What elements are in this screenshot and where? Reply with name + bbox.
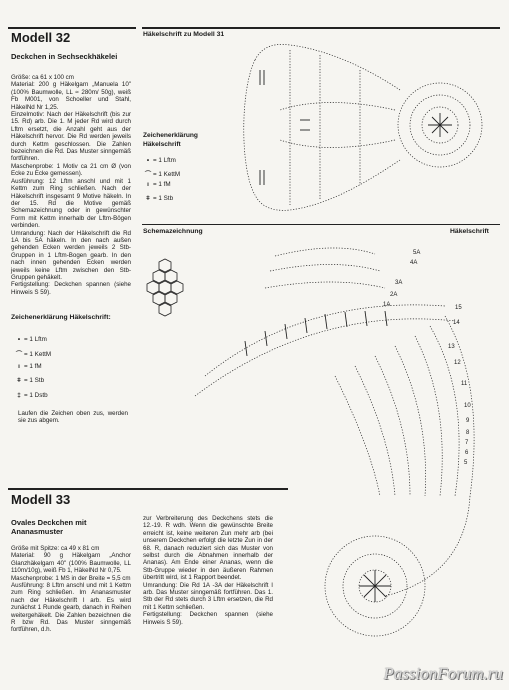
model-33-gauge: Maschenprobe: 1 MS in der Breite = 5,5 cm (11, 574, 131, 582)
row-label: 14 (453, 320, 460, 326)
row-label: 7 (465, 440, 469, 446)
model-33-execution: Ausführung: 8 Lftm anschl und mit 1 Kettm zum Ring schließen. Im Ananasmuster nach der Häkelschrift I arb. Es wird zunächst 1 Runde gearb, danach in Reihen weitergehäkelt. Die Zahlen bezeichnen die R bzw Rd. Das Muster sinngemäß fortführen, d.h. (11, 582, 131, 634)
row-label: 2A (390, 292, 398, 298)
row-label: 3A (395, 280, 403, 286)
row-label: 6 (465, 450, 469, 456)
model-33-border: Umrandung: Die Rd 1A -3A der Häkelschrift I arb. Das Muster sinngemäß fortführen. Das 1. Stb der Rd stets durch 3 Lftm ersetzen, die Rd mit 1 Kettm schließen. (143, 581, 273, 611)
model-32-note: Laufen die Zeichen oben zus, werden sie zus abgem. (18, 410, 128, 425)
row-label: 8 (466, 430, 470, 436)
model-32-execution: Ausführung: 12 Lftm anschl und mit 1 Kettm zum Ring schließen. Nach der Häkelschrift insgesamt 9 Motive häkeln. In der 15. Rd die Motive gemäß Schemazeichnung oder in gewünschter Form mit Kettm innerhalb der Lftm-Bögen verbinden. (11, 177, 131, 230)
divider-middle-right (142, 224, 500, 225)
row-label: 12 (454, 360, 461, 366)
chart-31-legend: • = 1 Lftm ⌒ = 1 KettM ı = 1 fM ǂ = 1 Stb (144, 157, 181, 202)
chart-31-legend-title: Zeichenerklärung Häkelschrift (143, 132, 198, 148)
model-32-subtitle: Deckchen in Sechseckhäkelei (11, 52, 118, 61)
slip-stitch-icon: ⌒ (144, 171, 152, 178)
divider-model-33 (8, 488, 288, 490)
model-33-finishing: Fertigstellung: Deckchen spannen (siehe Hinweis S 59). (143, 611, 273, 626)
model-32-title: Modell 32 (11, 30, 71, 45)
model-32-motif: Einzelmotiv: Nach der Häkelschrift (bis zur 15. Rd) arb. Die 1. M jeder Rd wird durch Lftm ersetzt, die Anzahl geht aus der Häkelschrift hervor. Die Rd werden jeweils durch Kettm geschlossen. Die Zahlen bezeichnen die Rd. Das Muster sinngemäß fortführen. (11, 111, 131, 163)
chain-icon: • (146, 157, 150, 164)
model-33-widening: zur Verbreiterung des Deckchens stets die 12.-19. R wdh. Wenn die gewünschte Breite erreicht ist, keine weiteren Zun mehr arb (bei unserem Deckchen erfolgt die letzte Zun in der 68. R, danach reduziert sich das Muster von selbst durch die Abnahmen innerhalb der Ananas). Am Ende einer Ananas, wenn die Stb-Gruppe wieder in den äußeren Rahmen übertritt wird, ist 1 Rapport beendet. (143, 515, 273, 582)
row-label: 5 (464, 460, 468, 466)
model-32-text (11, 74, 131, 296)
model-33-title: Modell 33 (11, 492, 71, 507)
model-32-size: Größe: ca 61 x 100 cm (11, 74, 74, 81)
model-32-legend-title: Zeichenerklärung Häkelschrift: (11, 314, 111, 321)
model-33-subtitle: Ovales Deckchen mit Ananasmuster (11, 518, 87, 536)
slip-stitch-icon: ⌒ (15, 351, 23, 358)
haekelschrift-title: Häkelschrift (450, 228, 489, 235)
chain-icon: • (17, 336, 21, 343)
single-crochet-icon: ı (18, 363, 20, 370)
model-32-legend: • = 1 Lftm ⌒ = 1 KettM ı = 1 fM ǂ = 1 Stb ‡ = 1 Dstb (15, 336, 52, 399)
double-crochet-icon: ǂ (146, 195, 150, 202)
single-crochet-icon: ı (147, 181, 149, 188)
schema-title: Schemazeichnung (143, 228, 203, 235)
chart-32-row-labels (380, 250, 480, 466)
model-33-text-col1 (11, 545, 131, 634)
chart-31-diagram (200, 30, 500, 230)
row-label: 9 (466, 418, 470, 424)
row-label: 4A (410, 260, 418, 266)
divider-top-right (142, 27, 500, 29)
model-33-text-col2 (143, 515, 273, 626)
model-33-material: Material: 90 g Häkelgarn „Anchor Glanzhäkelgarn 40" (100% Baumwolle, LL 110m/10g), weiß Fb 1, HäkelNd Nr 0,75. (11, 552, 131, 575)
row-label: 11 (461, 381, 468, 387)
treble-crochet-icon: ‡ (17, 392, 21, 399)
double-crochet-icon: ǂ (17, 377, 21, 384)
divider-top-left (8, 27, 136, 29)
row-label: 5A (413, 250, 421, 256)
model-32-material: Material: 200 g Häkelgarn „Manuela 10" (100% Baumwolle, LL ≈ 280m/ 50g), weiß Fb M001, von Schoeller und Stahl, HäkelNd Nr 1,25. (11, 81, 131, 111)
model-32-border: Umrandung: Nach der Häkelschrift die Rd 1A bis 5A häkeln. In den nach außen gehenden Ecken werden jeweils 2 Stb-Gruppen in 1 Lftm-Bogen gearb. In den nach innen gehenden Ecken werden jeweils keine Lftm zwischen den Stb-Gruppen gehäkelt. (11, 229, 131, 281)
row-label: 1A (383, 302, 391, 308)
model-33-size: Größe mit Spitze: ca 49 x 81 cm (11, 545, 100, 552)
chart-31-title: Häkelschrift zu Modell 31 (143, 31, 225, 38)
row-label: 15 (455, 305, 462, 311)
model-32-gauge: Maschenprobe: 1 Motiv ca 21 cm Ø (von Ecke zu Ecke gemessen). (11, 162, 131, 178)
model-32-finishing: Fertigstellung: Deckchen spannen (siehe Hinweis S 59). (11, 281, 131, 296)
watermark: PassionForum.ru (383, 664, 503, 683)
row-label: 10 (464, 403, 471, 409)
row-label: 13 (448, 344, 455, 350)
